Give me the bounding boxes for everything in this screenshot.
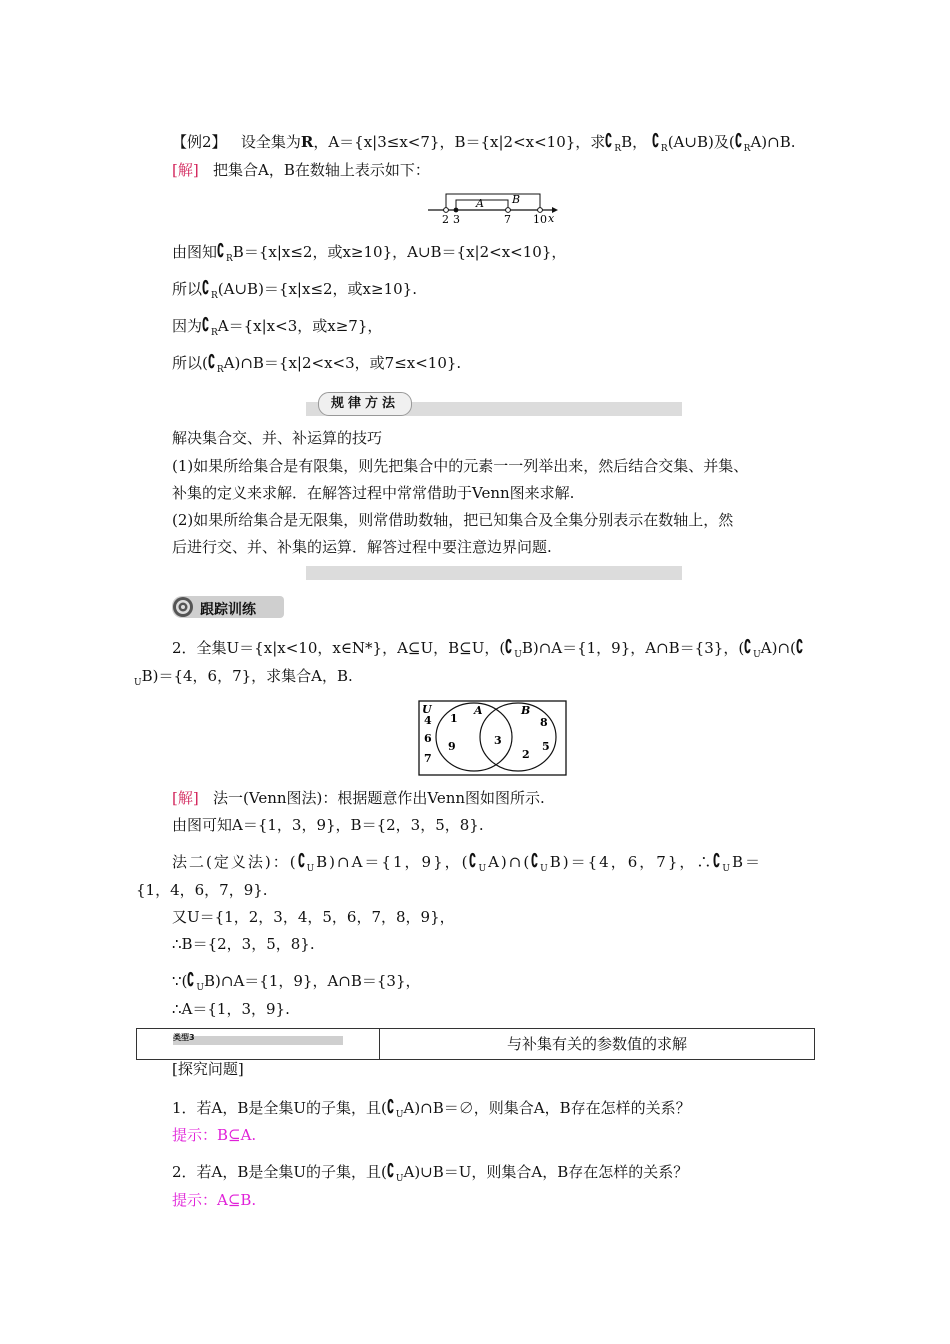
complement-icon: ∁ <box>605 130 613 152</box>
line-text: B)∩A＝{1，9}，A∩B＝{3}， <box>204 972 421 990</box>
example-text: 设全集为 <box>240 133 301 151</box>
solution-intro: 把集合A，B在数轴上表示如下： <box>213 161 430 179</box>
explore-hint-2: 提示：A⊆B. <box>172 1191 257 1209</box>
subscript: R <box>743 144 751 154</box>
tick-label: 10 <box>533 213 547 226</box>
solution-tag: [解] <box>172 789 199 807</box>
line-text: 2．若A，B是全集U的子集，且( <box>172 1163 387 1181</box>
type3-tag-bar <box>173 1036 343 1045</box>
line-text: B)＝{4，6，7}，∴ <box>549 853 714 871</box>
solution-line-2 <box>172 279 417 306</box>
sol2-b-result: ∴B＝{2，3，5，8}. <box>172 935 315 953</box>
complement-icon: ∁ <box>531 850 540 872</box>
method-p1b: 补集的定义来求解．在解答过程中常常借助于Venn图来求解. <box>172 484 575 502</box>
complement-icon: ∁ <box>744 636 752 658</box>
example-text: (A∪B)及( <box>667 133 735 151</box>
line-text: A)∪B＝U，则集合A，B存在怎样的关系？ <box>403 1163 689 1181</box>
real-set-symbol: R <box>300 133 314 151</box>
line-text: A＝{x|x<3，或x≥7}， <box>217 317 383 335</box>
complement-icon: ∁ <box>713 850 722 872</box>
venn-element: 3 <box>494 734 502 747</box>
subscript: R <box>614 144 622 154</box>
venn-b-label: B <box>521 704 531 717</box>
tick-label: 3 <box>453 213 460 226</box>
number-line-figure <box>424 188 564 228</box>
line-text: B)∩A＝{1，9}，A∩B＝{3}，( <box>521 639 745 657</box>
venn-element: 8 <box>540 716 548 729</box>
venn-diagram <box>418 700 568 776</box>
example-text: A)∩B. <box>750 133 796 151</box>
line-text: 法一(Venn图法)：根据题意作出Venn图如图所示. <box>213 789 545 807</box>
subscript: R <box>216 365 224 375</box>
type3-tag: 类型3 <box>173 1033 195 1042</box>
complement-icon: ∁ <box>386 1096 395 1118</box>
complement-icon: ∁ <box>202 314 210 336</box>
line-text: 所以 <box>172 280 203 298</box>
complement-icon: ∁ <box>207 351 216 373</box>
venn-element: 7 <box>424 752 432 765</box>
subscript: U <box>753 650 761 660</box>
method-title: 解决集合交、并、补运算的技巧 <box>172 429 383 447</box>
method-p1a: (1)如果所给集合是有限集，则先把集合中的元素一一列举出来，然后结合交集、并集、 <box>172 457 749 475</box>
q2-line-2 <box>134 666 353 693</box>
axis-label: x <box>548 212 555 225</box>
complement-icon: ∁ <box>386 1160 395 1182</box>
example-label: 【例2】 <box>172 133 227 151</box>
method-p2a: (2)如果所给集合是无限集，则常借助数轴，把已知集合及全集分别表示在数轴上，然 <box>172 511 734 529</box>
explore-q1 <box>172 1098 691 1125</box>
line-text: B＝ <box>731 853 762 871</box>
venn-element: 1 <box>450 712 458 725</box>
sol2-method1 <box>172 788 545 808</box>
sol2-because <box>172 971 421 998</box>
training-title: 跟踪训练 <box>200 602 256 618</box>
line-text: 法二(定义法)：( <box>172 853 298 871</box>
training-header <box>172 596 284 618</box>
venn-element: 5 <box>542 740 550 753</box>
solution-tag: [解] <box>172 161 199 179</box>
subscript: U <box>478 864 489 874</box>
line-text: B＝{x|x≤2，或x≥10}，A∪B＝{x|2<x<10}， <box>232 243 567 261</box>
subscript: R <box>211 328 218 338</box>
venn-u-label: U <box>422 703 432 716</box>
complement-icon: ∁ <box>651 130 660 152</box>
complement-icon: ∁ <box>202 277 210 299</box>
complement-icon: ∁ <box>217 240 225 262</box>
venn-element: 4 <box>424 714 432 727</box>
solution-line-4 <box>172 353 461 380</box>
sol2-method1-result: 由图可知A＝{1，3，9}，B＝{2，3，5，8}. <box>172 816 484 834</box>
line-text: 由图知 <box>172 243 218 261</box>
explore-hint-1: 提示：B⊆A. <box>172 1126 257 1144</box>
subscript: U <box>540 864 550 874</box>
line-text: 所以( <box>172 354 208 372</box>
complement-icon: ∁ <box>734 130 742 152</box>
venn-a-label: A <box>474 704 483 717</box>
type3-tag-cell <box>137 1029 380 1059</box>
explore-q2 <box>172 1162 688 1189</box>
line-text: B)∩A＝{1，9}，( <box>316 853 470 871</box>
method-badge: 规律方法 <box>318 392 412 416</box>
complement-icon: ∁ <box>469 850 478 872</box>
line-text: A)∩( <box>488 853 532 871</box>
subscript: U <box>722 864 732 874</box>
venn-element: 2 <box>522 748 530 761</box>
complement-icon: ∁ <box>795 636 804 658</box>
solution-line-3 <box>172 316 382 343</box>
line-text: B)＝{4，6，7}，求集合A，B. <box>141 667 353 685</box>
sol2-a-result: ∴A＝{1，3，9}. <box>172 1000 290 1018</box>
solution-line-1 <box>172 242 566 269</box>
line-text: 2．全集U＝{x|x<10，x∈N*}，A⊆U，B⊆U，( <box>172 639 506 657</box>
venn-element: 9 <box>448 740 456 753</box>
solution-intro-line <box>172 160 430 180</box>
type3-heading-table <box>136 1028 815 1060</box>
number-line-set-a: A <box>476 197 484 210</box>
line-text: 1．若A，B是全集U的子集，且( <box>172 1099 387 1117</box>
subscript: R <box>660 144 668 154</box>
subscript: U <box>196 983 204 993</box>
example-text: B， <box>621 133 648 151</box>
sol2-method2 <box>172 852 762 879</box>
example2-statement <box>172 132 796 159</box>
subscript: U <box>134 678 142 688</box>
tick-label: 2 <box>442 213 449 226</box>
method-p2b: 后进行交、并、补集的运算．解答过程中要注意边界问题. <box>172 538 552 556</box>
line-text: A)∩B＝{x|2<x<3，或7≤x<10}. <box>223 354 462 372</box>
method-bottom-bar <box>306 566 682 580</box>
tick-label: 7 <box>504 213 511 226</box>
complement-icon: ∁ <box>297 850 306 872</box>
sol2-complement-b: {1，4，6，7，9}. <box>136 881 268 899</box>
sol2-universe: 又U＝{1，2，3，4，5，6，7，8，9}， <box>172 908 455 926</box>
target-icon <box>172 596 194 618</box>
explore-head: [探究问题] <box>172 1060 244 1078</box>
number-line-set-b: B <box>512 193 521 206</box>
q2-line-1 <box>172 638 805 665</box>
subscript: U <box>514 650 522 660</box>
line-text: A)∩( <box>760 639 796 657</box>
complement-icon: ∁ <box>187 969 195 991</box>
line-text: ∵( <box>172 972 188 990</box>
line-text: 因为 <box>172 317 203 335</box>
venn-element: 6 <box>424 732 432 745</box>
line-text: (A∪B)＝{x|x≤2，或x≥10}. <box>217 280 417 298</box>
subscript: U <box>306 864 317 874</box>
subscript: U <box>395 1174 404 1184</box>
subscript: U <box>395 1110 404 1120</box>
example-text: ，A＝{x|3≤x<7}，B＝{x|2<x<10}，求 <box>313 133 606 151</box>
line-text: A)∩B＝∅，则集合A，B存在怎样的关系？ <box>403 1099 691 1117</box>
subscript: R <box>211 291 218 301</box>
type3-title: 与补集有关的参数值的求解 <box>506 1035 687 1053</box>
complement-icon: ∁ <box>505 636 513 658</box>
subscript: R <box>226 254 233 264</box>
